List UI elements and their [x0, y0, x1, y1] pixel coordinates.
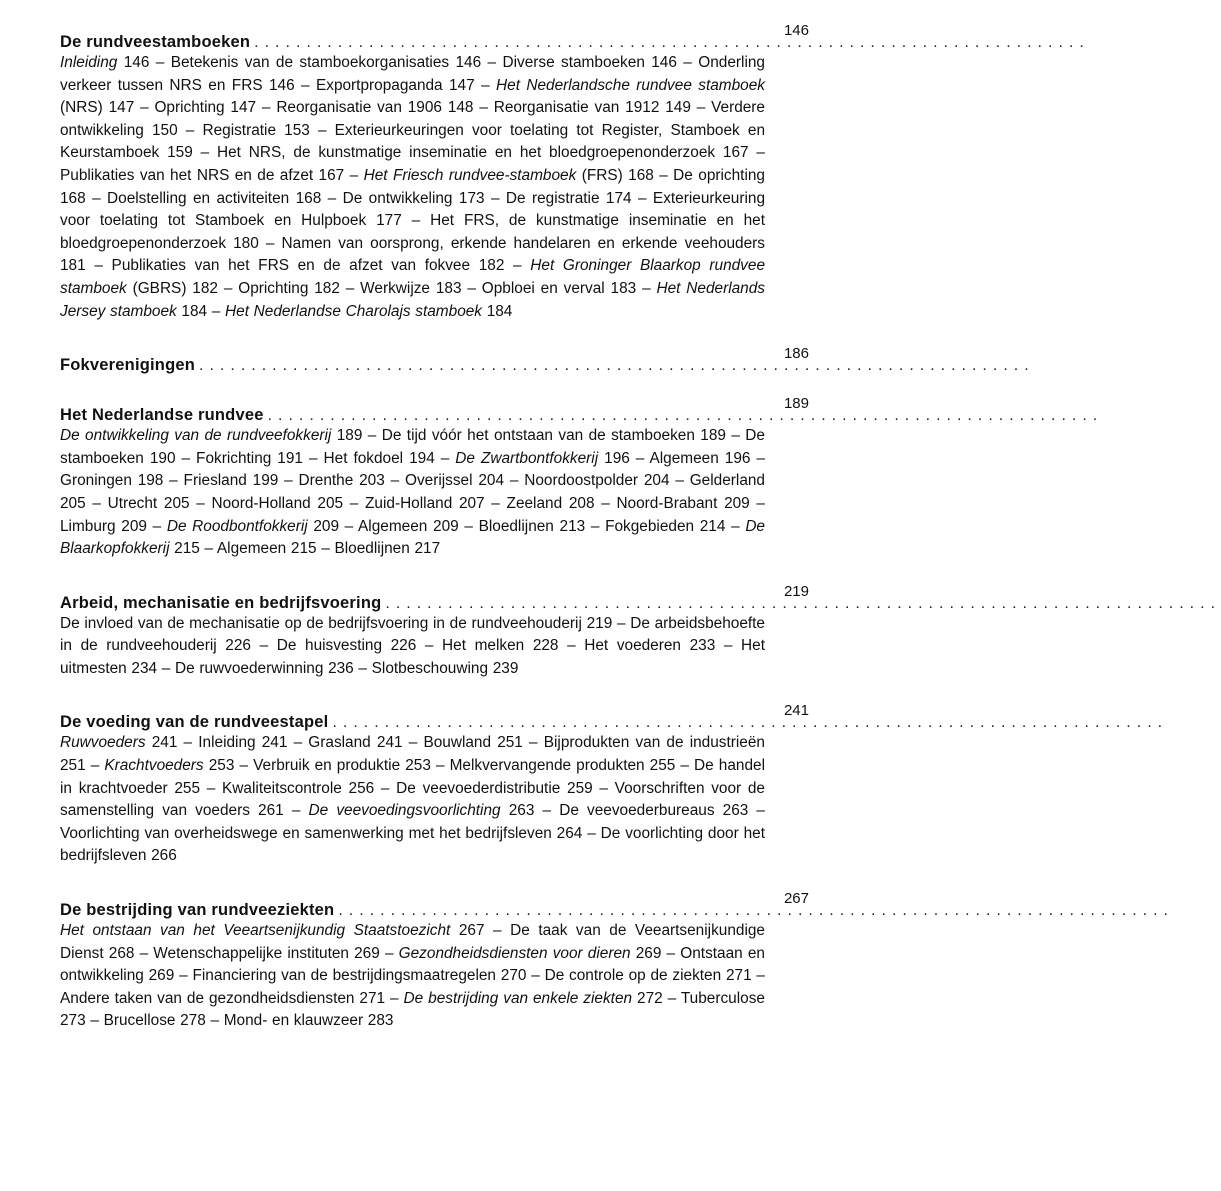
- toc-section-bestrijding-rundveeziekten: [60, 890, 1174, 1033]
- entry-text-run: 272 – Tuberculose 273 – Brucellose 278 – Mond- en klauwzeer 283: [60, 989, 765, 1030]
- section-heading: [60, 890, 1174, 920]
- section-body: [60, 613, 765, 681]
- toc-section-rundveestamboeken: [60, 22, 1090, 323]
- section-page-number: 146: [783, 22, 809, 39]
- entry-text-run: 196 – Algemeen 196 – Groningen 198 – Friesland 199 – Drenthe 203 – Overijssel 204 – Noordoostpolder 204 – Gelderland 205 – Utrecht 205 – Noord-Holland 205 – Zuid-Holland 207 – Zeeland 208 – Noord-Brabant 209 – Limburg 209 –: [60, 449, 766, 535]
- dot-leader: ................................................................................: [385, 594, 1221, 612]
- entry-text-run: 215 – Algemeen 215 – Bloedlijnen 217: [169, 540, 441, 558]
- entry-italic-run: Het Friesch rundvee-stamboek: [363, 166, 577, 184]
- entry-italic-run: Het Nederlandse Charolajs stamboek: [225, 302, 483, 320]
- entry-italic-run: Het Groninger Blaarkop rundvee stamboek: [60, 257, 766, 297]
- section-heading: [60, 702, 1169, 732]
- entry-text-run: 241 – Inleiding 241 – Grasland 241 – Bouwland 251 – Bijprodukten van de industrieën 251 –: [60, 734, 765, 775]
- toc-section-voeding-rundveestapel: [60, 702, 1169, 868]
- section-title: De rundveestamboeken: [60, 33, 251, 51]
- toc-section-nederlandse-rundvee: [60, 395, 1104, 561]
- section-page-number: 267: [783, 890, 809, 908]
- entry-italic-run: Krachtvoeders: [104, 757, 204, 775]
- entry-italic-run: Ruwvoeders: [60, 734, 146, 752]
- entry-italic-run: De ontwikkeling van de rundveefokkerij: [60, 427, 332, 445]
- section-page-number: 241: [783, 702, 809, 720]
- entry-italic-run: De bestrijding van enkele ziekten: [403, 989, 633, 1007]
- entry-italic-run: Inleiding: [60, 54, 118, 71]
- section-body: [60, 425, 765, 561]
- section-heading: [60, 22, 1090, 52]
- section-title: De bestrijding van rundveeziekten: [60, 901, 335, 920]
- entry-text-run: 209 – Algemeen 209 – Bloedlijnen 213 – Fokgebieden 214 –: [307, 517, 746, 535]
- section-heading: [60, 395, 1104, 425]
- entry-text-run: 184: [482, 302, 513, 320]
- table-of-contents: [60, 22, 1221, 1059]
- section-title: Fokverenigingen: [60, 356, 196, 375]
- entry-text-run: 189 – De tijd vóór het ontstaan van de stamboeken 189 – De stamboeken 190 – Fokrichting 191 – Het fokdoel 194 –: [60, 427, 765, 467]
- dot-leader: ................................................................................: [338, 902, 1174, 920]
- entry-italic-run: De Zwartbontfokkerij: [455, 449, 599, 467]
- entry-text-run: (GBRS) 182 – Oprichting 182 – Werkwijze 183 – Opbloei en verval 183 –: [126, 279, 657, 297]
- section-body: [60, 732, 765, 868]
- entry-italic-run: Het Nederlands Jersey stamboek: [60, 279, 765, 320]
- entry-italic-run: De Blaarkopfokkerij: [60, 517, 765, 558]
- dot-leader: ................................................................................: [254, 34, 1090, 51]
- section-heading: [60, 582, 1221, 613]
- section-body: [60, 920, 765, 1033]
- entry-text-run: 253 – Verbruik en produktie 253 – Melkvervangende produkten 255 – De handel in krachtvoeder 255 – Kwaliteitscontrole 256 – De veevoederdistributie 259 – Voorschriften voor de samenstelling van voeders 261 –: [60, 757, 765, 820]
- section-page-number: 219: [783, 582, 809, 600]
- entry-text-run: (FRS) 168 – De oprichting 168 – Doelstelling en activiteiten 168 – De ontwikkeling 173 – De registratie 174 – Exterieurkeuring voor toelating tot Stamboek en Hulpboek 177 – Het FRS, de kunstmatige inseminatie en het bloedgroepenonderzoek 180 – Namen van oorsprong, erkende handelaren en erkende veehouders 181 – Publikaties van het FRS en de afzet van fokvee 182 –: [60, 166, 765, 275]
- section-page-number: 189: [783, 395, 809, 413]
- entry-italic-run: Het Nederlandsche rundvee stamboek: [496, 76, 765, 94]
- entry-text-run: 146 – Betekenis van de stamboekorganisaties 146 – Diverse stamboeken 146 – Onderling verkeer tussen NRS en FRS 146 – Exportpropaganda 147 –: [60, 54, 765, 94]
- section-title: Het Nederlandse rundvee: [60, 406, 264, 425]
- entry-italic-run: De veevoedingsvoorlichting: [308, 802, 501, 820]
- entry-text-run: (NRS) 147 – Oprichting 147 – Reorganisatie van 1906 148 – Reorganisatie van 1912 149 – Verdere ontwikkeling 150 – Registratie 153 – Exterieurkeuringen voor toelating tot Register, Stamboek en Keurstamboek 159 – Het NRS, de kunstmatige inseminatie en het bloedgroepenonderzoek 167 – Publikaties van het NRS en de afzet 167 –: [60, 99, 765, 184]
- dot-leader: ................................................................................: [332, 714, 1169, 732]
- section-page-number: 186: [783, 345, 809, 363]
- entry-italic-run: Gezondheidsdiensten voor dieren: [398, 944, 631, 962]
- entry-text-run: 184 –: [176, 302, 226, 320]
- dot-leader: ................................................................................: [267, 407, 1104, 425]
- section-body: [60, 52, 765, 323]
- entry-text-run: 269 – Ontstaan en ontwikkeling 269 – Financiering van de bestrijdingsmaatregelen 270 – De controle op de ziekten 271 – Andere taken van de gezondheidsdiensten 271 –: [60, 944, 765, 1007]
- entry-italic-run: De Roodbontfokkerij: [166, 517, 308, 535]
- toc-section-arbeid-mechanisatie: [60, 582, 1221, 681]
- entry-italic-run: Het ontstaan van het Veeartsenijkundig Staatstoezicht: [60, 922, 451, 940]
- section-heading: [60, 345, 1035, 375]
- toc-section-fokverenigingen: [60, 345, 1035, 375]
- entry-text-run: De invloed van de mechanisatie op de bedrijfsvoering in de rundveehouderij 219 – De arbeidsbehoefte in de rundveehouderij 226 – De huisvesting 226 – Het melken 228 – Het voederen 233 – Het uitmesten 234 – De ruwvoederwinning 236 – Slotbeschouwing 239: [60, 614, 765, 677]
- dot-leader: ................................................................................: [199, 357, 1035, 375]
- entry-text-run: 263 – De veevoederbureaus 263 – Voorlichting van overheidswege en samenwerking met het bedrijfsleven 264 – De voorlichting door het bedrijfsleven 266: [60, 802, 765, 865]
- entry-text-run: 267 – De taak van de Veeartsenijkundige Dienst 268 – Wetenschappelijke instituten 269 –: [60, 922, 765, 962]
- section-title: De voeding van de rundveestapel: [60, 713, 329, 732]
- section-title: Arbeid, mechanisatie en bedrijfsvoering: [60, 593, 382, 612]
